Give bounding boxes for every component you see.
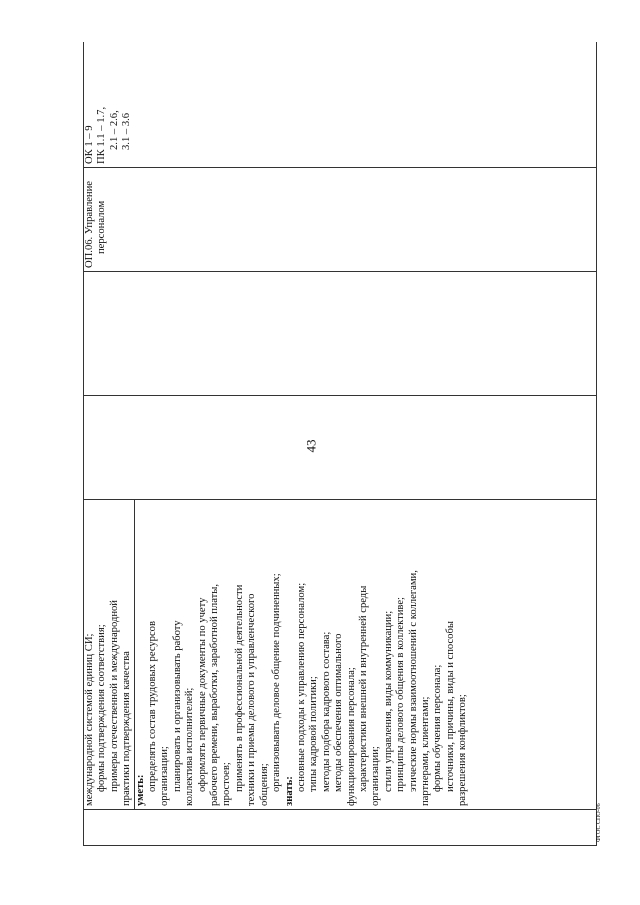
text-line: техники и приемы делового и управленческого bbox=[246, 593, 258, 806]
hours-required-cell bbox=[84, 272, 597, 396]
text-line: основные подходы к управлению персоналом; bbox=[295, 582, 307, 792]
index-cell bbox=[84, 810, 597, 846]
text-line: примеры отечественной и международной bbox=[108, 600, 120, 792]
text-line: знать: bbox=[283, 776, 295, 806]
text-line: рабочего времени, выработки, заработной платы, bbox=[209, 583, 221, 806]
page-number: 43 bbox=[303, 439, 319, 453]
text-line: характеристики внешней и внутренней среды bbox=[357, 585, 369, 792]
skills-knowledge-list bbox=[135, 503, 470, 806]
text-line: оформлять первичные документы по учету bbox=[196, 597, 208, 792]
text-line: уметь: bbox=[134, 774, 146, 806]
text-line: стили управления, виды коммуникации; bbox=[382, 610, 394, 792]
text-line: методы обеспечения оптимального bbox=[333, 633, 345, 792]
competence-line: ПК 1.1 – 1.7, bbox=[96, 106, 108, 164]
text-line: принципы делового общения в коллективе; bbox=[395, 597, 407, 792]
competences-cell bbox=[84, 42, 597, 168]
text-line: функционирования персонала; bbox=[345, 667, 357, 806]
text-line: определять состав трудовых ресурсов bbox=[147, 621, 159, 792]
text-line: применять в профессиональной деятельности bbox=[233, 584, 245, 792]
text-line: организовывать деловое общение подчиненных; bbox=[271, 573, 283, 792]
text-line: организации; bbox=[370, 746, 382, 806]
text-line: формы обучения персонала; bbox=[432, 664, 444, 792]
footer-code: ФГОС СПО-06 bbox=[596, 803, 602, 842]
text-line: практики подтверждения качества bbox=[121, 651, 133, 806]
text-line: этические нормы взаимоотношений с коллегами, bbox=[407, 570, 419, 792]
rotated-table-container bbox=[83, 42, 597, 846]
previous-row-continuation bbox=[84, 500, 135, 809]
text-line: простоев; bbox=[221, 762, 233, 806]
text-line: общения; bbox=[258, 763, 270, 806]
content-cell bbox=[84, 500, 597, 810]
competence-line: ОК 1 – 9 bbox=[84, 125, 95, 164]
text-line: международной системой единиц СИ; bbox=[84, 633, 95, 806]
competence-line: 2.1 – 2.6, bbox=[108, 110, 120, 150]
text-line: планировать и организовывать работу bbox=[171, 620, 183, 792]
table-row bbox=[84, 42, 597, 846]
text-line: источники, причины, виды и способы bbox=[444, 621, 456, 792]
text-line: формы подтверждения соответствия; bbox=[96, 624, 108, 792]
hours-max-cell bbox=[84, 396, 597, 500]
competence-line: 3.1 – 3.6 bbox=[121, 112, 133, 150]
text-line: разрешения конфликтов; bbox=[457, 694, 469, 806]
text-line: типы кадровой политики; bbox=[308, 676, 320, 792]
text-line: методы подбора кадрового состава; bbox=[320, 631, 332, 792]
document-page bbox=[83, 42, 597, 846]
text-line: коллектива исполнителей; bbox=[184, 687, 196, 806]
curriculum-table bbox=[83, 42, 597, 846]
text-line: партнерами, клиентами; bbox=[419, 696, 431, 806]
text-line: организации; bbox=[159, 746, 171, 806]
discipline-name-line-2: персоналом bbox=[96, 200, 108, 254]
discipline-name-line-1: ОП.06. Управление bbox=[84, 181, 95, 268]
discipline-cell bbox=[84, 168, 597, 272]
